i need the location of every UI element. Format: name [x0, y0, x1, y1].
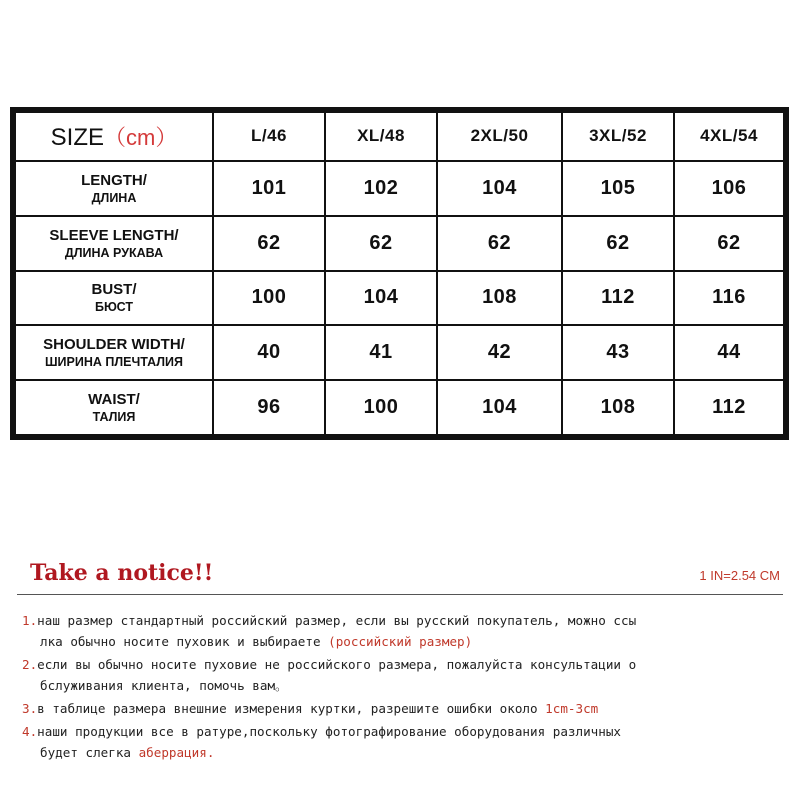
row-label-ru: ТАЛИЯ	[92, 410, 136, 425]
table-row-length	[15, 161, 784, 216]
row-label-en: BUST/	[91, 281, 137, 299]
notice-item-number: 4.	[22, 724, 38, 739]
size-column-header: XL/48	[325, 112, 437, 161]
row-label	[15, 216, 213, 271]
header-row	[15, 112, 784, 161]
size-column-header: L/46	[213, 112, 325, 161]
table-row-shoulder-width	[15, 325, 784, 380]
notice-item-highlight: аберрация.	[138, 745, 215, 760]
unit-conversion-note: 1 IN=2.54 CM	[699, 568, 780, 583]
table-cell: 108	[437, 271, 562, 326]
size-chart-table	[10, 107, 789, 440]
table-cell: 100	[213, 271, 325, 326]
table-row-waist	[15, 380, 784, 435]
notice-item	[22, 610, 782, 652]
row-label-en: WAIST/	[88, 391, 140, 409]
table-cell: 104	[325, 271, 437, 326]
table-cell: 108	[562, 380, 674, 435]
table-cell: 106	[674, 161, 784, 216]
notice-item-text: наши продукции все в ратуре,поскольку фотографирование оборудования различных	[37, 724, 621, 739]
table-cell: 112	[562, 271, 674, 326]
notice-item-continuation	[22, 631, 782, 652]
table-cell: 42	[437, 325, 562, 380]
notice-item-number: 3.	[22, 701, 38, 716]
notice-item	[22, 654, 782, 696]
size-header-cell	[15, 112, 213, 161]
notice-list	[22, 610, 782, 765]
table-cell: 62	[325, 216, 437, 271]
table-row-bust	[15, 271, 784, 326]
table-cell: 100	[325, 380, 437, 435]
size-label: SIZE	[50, 123, 104, 151]
row-label-ru: ДЛИНА	[91, 190, 137, 205]
size-column-header: 3XL/52	[562, 112, 674, 161]
size-column-header: 4XL/54	[674, 112, 784, 161]
table-cell: 104	[437, 161, 562, 216]
row-label-en: SLEEVE LENGTH/	[49, 226, 179, 244]
table-cell: 62	[213, 216, 325, 271]
row-label-ru: ДЛИНА РУКАВА	[64, 245, 164, 260]
table-cell: 43	[562, 325, 674, 380]
notice-item-number: 2.	[22, 657, 38, 672]
row-label	[15, 161, 213, 216]
notice-title: Take a notice!!	[30, 560, 214, 586]
table-cell: 105	[562, 161, 674, 216]
table-cell: 44	[674, 325, 784, 380]
notice-item-continuation	[22, 742, 782, 763]
row-label	[15, 325, 213, 380]
size-unit: （cm）	[104, 124, 178, 150]
table-cell: 112	[674, 380, 784, 435]
row-label-ru: ШИРИНА ПЛЕЧТАЛИЯ	[44, 355, 184, 370]
table-cell: 62	[674, 216, 784, 271]
row-label	[15, 271, 213, 326]
table-cell: 41	[325, 325, 437, 380]
row-label-en: LENGTH/	[81, 171, 147, 189]
row-label	[15, 380, 213, 435]
table-row-sleeve-length	[15, 216, 784, 271]
row-label-ru: БЮСТ	[94, 300, 134, 315]
table-cell: 101	[213, 161, 325, 216]
table-cell: 104	[437, 380, 562, 435]
notice-item-cont-text: будет слегка	[40, 745, 139, 760]
table-cell: 96	[213, 380, 325, 435]
notice-divider	[17, 594, 783, 595]
row-label-en: SHOULDER WIDTH/	[43, 336, 185, 354]
notice-item-text: в таблице размера внешние измерения куртки, разрешите ошибки около	[37, 701, 546, 716]
notice-item	[22, 698, 782, 719]
size-column-header: 2XL/50	[437, 112, 562, 161]
table-cell: 62	[562, 216, 674, 271]
notice-item-highlight: 1cm-3cm	[545, 701, 599, 716]
table-cell: 40	[213, 325, 325, 380]
notice-item-cont-text: лка обычно носите пуховик и выбираете	[40, 634, 329, 649]
notice-item-highlight: (российский размер)	[328, 634, 473, 649]
notice-item-continuation: бслуживания клиента, помочь вам。	[40, 678, 288, 693]
notice-item	[22, 721, 782, 763]
notice-item-number: 1.	[22, 613, 38, 628]
table-cell: 62	[437, 216, 562, 271]
table-cell: 116	[674, 271, 784, 326]
table-cell: 102	[325, 161, 437, 216]
notice-item-text: если вы обычно носите пуховие не российского размера, пожалуйста консультации о	[37, 657, 637, 672]
notice-item-text: наш размер стандартный российский размер, если вы русский покупатель, можно ссы	[37, 613, 637, 628]
